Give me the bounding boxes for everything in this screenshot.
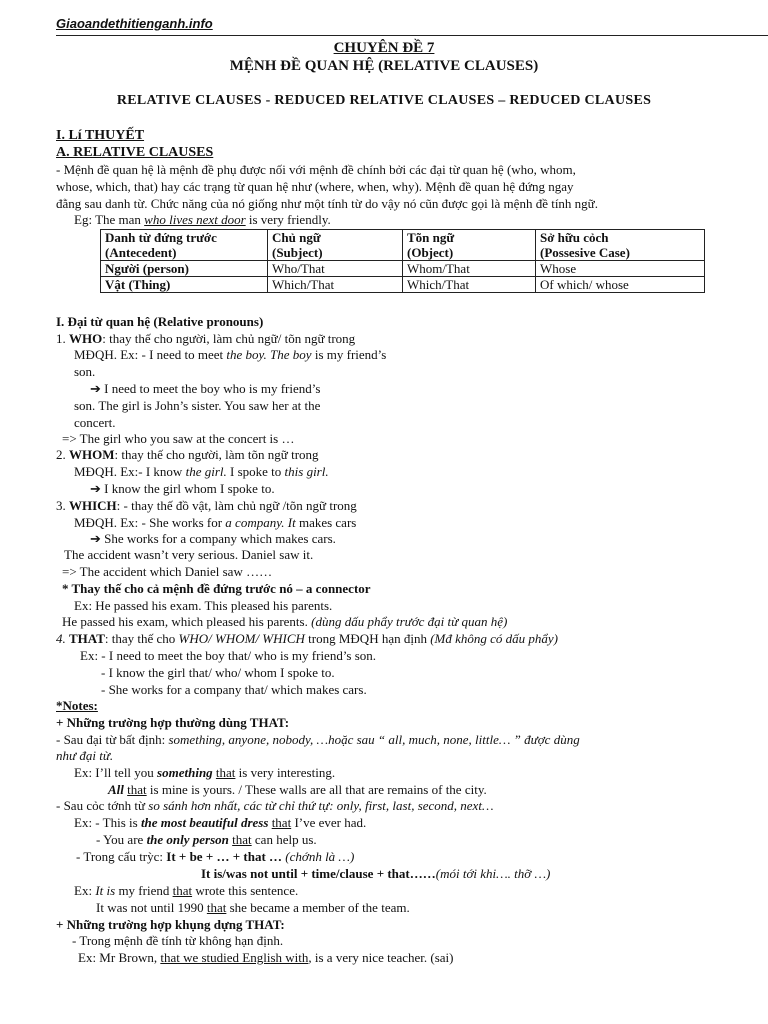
notes-heading-2: + Những trường hợp khụng dựng THAT:	[56, 917, 285, 932]
header-text: (Antecedent)	[105, 245, 177, 260]
text: - Sau cỏc tớnh từ	[56, 798, 149, 813]
header-text: Tõn ngữ	[407, 230, 455, 245]
pronouns-heading: I. Đại từ quan hệ (Relative pronouns)	[56, 314, 264, 329]
note-example-1	[74, 765, 335, 781]
keyword: THAT	[69, 631, 105, 646]
table-row	[101, 261, 705, 277]
italic-text: the boy. The boy	[226, 347, 312, 362]
italic-text: (Mđ không có dấu phẩy)	[430, 631, 559, 646]
text: I spoke to	[226, 464, 285, 479]
note-structure-2	[201, 866, 550, 882]
text: my friend	[115, 883, 173, 898]
note-structure-1	[76, 849, 354, 865]
section-i-heading: I. Lí THUYẾT	[56, 128, 145, 143]
item-number: 1.	[56, 331, 69, 346]
italic-text: It is	[95, 883, 116, 898]
intro-line-1: - Mệnh đề quan hệ là mệnh đề phụ được nối với mệnh đề chính bởi các đại từ quan hệ (who, whom,	[56, 162, 576, 177]
note-example-2	[108, 782, 487, 798]
bold-italic-text: the most beautiful dress	[140, 815, 269, 830]
table-header-cell	[536, 230, 705, 261]
italic-text: (chớnh là …)	[282, 849, 355, 864]
text: : - thay thế đồ vật, làm chủ ngữ /tõn ngữ trong	[116, 498, 357, 513]
text: Ex: Mr Brown,	[78, 950, 161, 965]
which-line-6: * Thay thế cho cả mệnh đề đứng trước nó – a connector	[62, 581, 371, 596]
italic-text: so sánh hơn nhất, các từ chỉ thứ tự: only, first, last, second, next…	[148, 798, 494, 813]
text: trong MĐQH hạn định	[304, 631, 431, 646]
header-site	[56, 16, 768, 32]
table-row	[101, 277, 705, 293]
which-line-3: ➔ She works for a company which makes cars.	[90, 531, 336, 546]
notes-heading-1: + Những trường hợp thường dùng THAT:	[56, 715, 290, 730]
text: - Sau đại từ bất định:	[56, 732, 169, 747]
text: He passed his exam, which pleased his parents.	[62, 614, 312, 629]
text: is mine is yours. / These walls are all that are remains of the city.	[146, 782, 487, 797]
which-line-1	[56, 498, 357, 514]
table-cell: Which/That	[268, 277, 403, 293]
header-text: (Possesive Case)	[540, 245, 630, 260]
text: : thay thế cho người, làm chủ ngữ/ tõn ngữ trong	[102, 331, 356, 346]
item-number: 3.	[56, 498, 69, 513]
text: : thay thế cho	[104, 631, 179, 646]
underlined-text: that	[271, 815, 292, 830]
item-number: 4.	[56, 631, 69, 646]
underlined-text: that we studied English with	[160, 950, 309, 965]
main-title: MỆNH ĐỀ QUAN HỆ (RELATIVE CLAUSES)	[229, 58, 539, 74]
who-line-2	[74, 347, 386, 363]
note-example-6	[96, 900, 410, 916]
who-line-3: son.	[74, 364, 96, 379]
who-line-1	[56, 331, 355, 347]
who-line-5: son. The girl is John’s sister. You saw her at the	[74, 398, 321, 413]
header-text: Danh từ đứng trước	[105, 230, 217, 245]
text: , is a very nice teacher. (sai)	[308, 950, 454, 965]
note-example-4	[96, 832, 317, 848]
keyword: WHOM	[69, 447, 115, 462]
whom-line-3: ➔ I know the girl whom I spoke to.	[90, 481, 275, 496]
italic-text: (mói tới khi…. thỡ …)	[435, 866, 551, 881]
underlined-text: that	[206, 900, 227, 915]
note-line-1b: như đại từ.	[56, 748, 114, 763]
that-line-2: Ex: - I need to meet the boy that/ who is my friend’s son.	[80, 648, 377, 663]
text: It was not until 1990	[96, 900, 207, 915]
table-cell: Người (person)	[101, 261, 268, 277]
bold-italic-text: All	[108, 782, 124, 797]
text: I’ve ever had.	[291, 815, 367, 830]
keyword: WHO	[69, 331, 103, 346]
text: Ex:	[74, 883, 96, 898]
note-line-2	[56, 798, 494, 814]
text: can help us.	[251, 832, 317, 847]
text: : thay thế cho người, làm tõn ngữ trong	[114, 447, 319, 462]
who-line-7: => The girl who you saw at the concert is …	[62, 431, 295, 446]
text: - You are	[96, 832, 147, 847]
site-name: Giaoandethitienganh.info	[56, 16, 213, 31]
text: wrote this sentence.	[192, 883, 299, 898]
italic-text: this girl.	[284, 464, 329, 479]
which-line-2	[74, 515, 356, 531]
italic-text: something, anyone, nobody, …hoặc sau “ all, much, none, little… ” được dùng	[168, 732, 580, 747]
underlined-text: that	[215, 765, 236, 780]
header-text: (Object)	[407, 245, 454, 260]
example-line	[74, 212, 331, 228]
note-example-5	[74, 883, 298, 899]
text: MĐQH. Ex:- I know	[74, 464, 186, 479]
section-a-heading: A. RELATIVE CLAUSES	[56, 145, 214, 160]
whom-line-2	[74, 464, 329, 480]
who-line-6: concert.	[74, 415, 116, 430]
header-text: (Subject)	[272, 245, 323, 260]
text: Ex: - This is	[74, 815, 141, 830]
note-example-7	[78, 950, 454, 966]
table-cell: Which/That	[403, 277, 536, 293]
table-cell: Vật (Thing)	[101, 277, 268, 293]
italic-text: a company. It	[225, 515, 296, 530]
table-header-cell	[101, 230, 268, 261]
keyword: WHICH	[69, 498, 117, 513]
header-text: Chủ ngữ	[272, 230, 321, 245]
text: makes cars	[295, 515, 357, 530]
bold-text: It is/was not until + time/clause + that……	[201, 866, 436, 881]
note-line-3: - Trong mệnh đề tính từ không hạn định.	[72, 933, 284, 948]
table-cell: Who/That	[268, 261, 403, 277]
text: she became a member of the team.	[226, 900, 410, 915]
text: MĐQH. Ex: - She works for	[74, 515, 226, 530]
example-post: is very friendly.	[245, 212, 331, 227]
text: is my friend’s	[311, 347, 387, 362]
chapter-title: CHUYÊN ĐỀ 7	[333, 40, 435, 56]
which-line-4: The accident wasn’t very serious. Daniel saw it.	[64, 547, 314, 562]
italic-text: (dùng dấu phẩy trước đại từ quan hệ)	[311, 614, 508, 629]
table-header-row	[101, 230, 705, 261]
italic-text: WHO/ WHOM/ WHICH	[178, 631, 305, 646]
bold-italic-text: the only person	[146, 832, 229, 847]
text: is very interesting.	[235, 765, 336, 780]
example-underlined: who lives next door	[144, 212, 246, 227]
italic-text: the girl.	[185, 464, 227, 479]
header-text: Sở hữu cỏch	[540, 230, 609, 245]
table-cell: Whom/That	[403, 261, 536, 277]
text: Ex: I’ll tell you	[74, 765, 158, 780]
underlined-text: that	[172, 883, 193, 898]
text: MĐQH. Ex: - I need to meet	[74, 347, 227, 362]
bold-text: It + be + … + that …	[166, 849, 283, 864]
underlined-text: that	[232, 832, 252, 847]
that-line-1	[56, 631, 558, 647]
table-header-cell	[268, 230, 403, 261]
underlined-text: that	[127, 782, 147, 797]
intro-line-3: đằng sau danh từ. Chức năng của nó giống như một tính từ do vậy nó cũn được gọi là mệnh đề tính ngữ.	[56, 196, 598, 211]
text: - Trong cấu trỳc:	[76, 849, 167, 864]
which-line-7: Ex: He passed his exam. This pleased his parents.	[74, 598, 333, 613]
who-line-4: ➔ I need to meet the boy who is my friend’s	[90, 381, 321, 396]
header-rule	[56, 35, 768, 36]
table-cell: Of which/ whose	[536, 277, 705, 293]
example-pre: Eg: The man	[74, 212, 145, 227]
bold-italic-text: something	[157, 765, 213, 780]
that-line-4: - She works for a company that/ which makes cars.	[101, 682, 367, 697]
whom-line-1	[56, 447, 319, 463]
subtitle: RELATIVE CLAUSES - REDUCED RELATIVE CLAUSES – REDUCED CLAUSES	[116, 93, 652, 108]
which-line-5: => The accident which Daniel saw ……	[62, 564, 273, 579]
note-line-1	[56, 732, 580, 748]
which-line-8	[62, 614, 507, 630]
that-line-3: - I know the girl that/ who/ whom I spoke to.	[101, 665, 335, 680]
note-example-3	[74, 815, 366, 831]
intro-line-2: whose, which, that) hay các trạng từ quan hệ như (where, when, why). Mệnh đề quan hệ đứng ngay	[56, 179, 574, 194]
table-cell: Whose	[536, 261, 705, 277]
pronoun-table	[100, 229, 705, 293]
table-header-cell	[403, 230, 536, 261]
notes-heading: *Notes:	[56, 698, 98, 713]
item-number: 2.	[56, 447, 69, 462]
